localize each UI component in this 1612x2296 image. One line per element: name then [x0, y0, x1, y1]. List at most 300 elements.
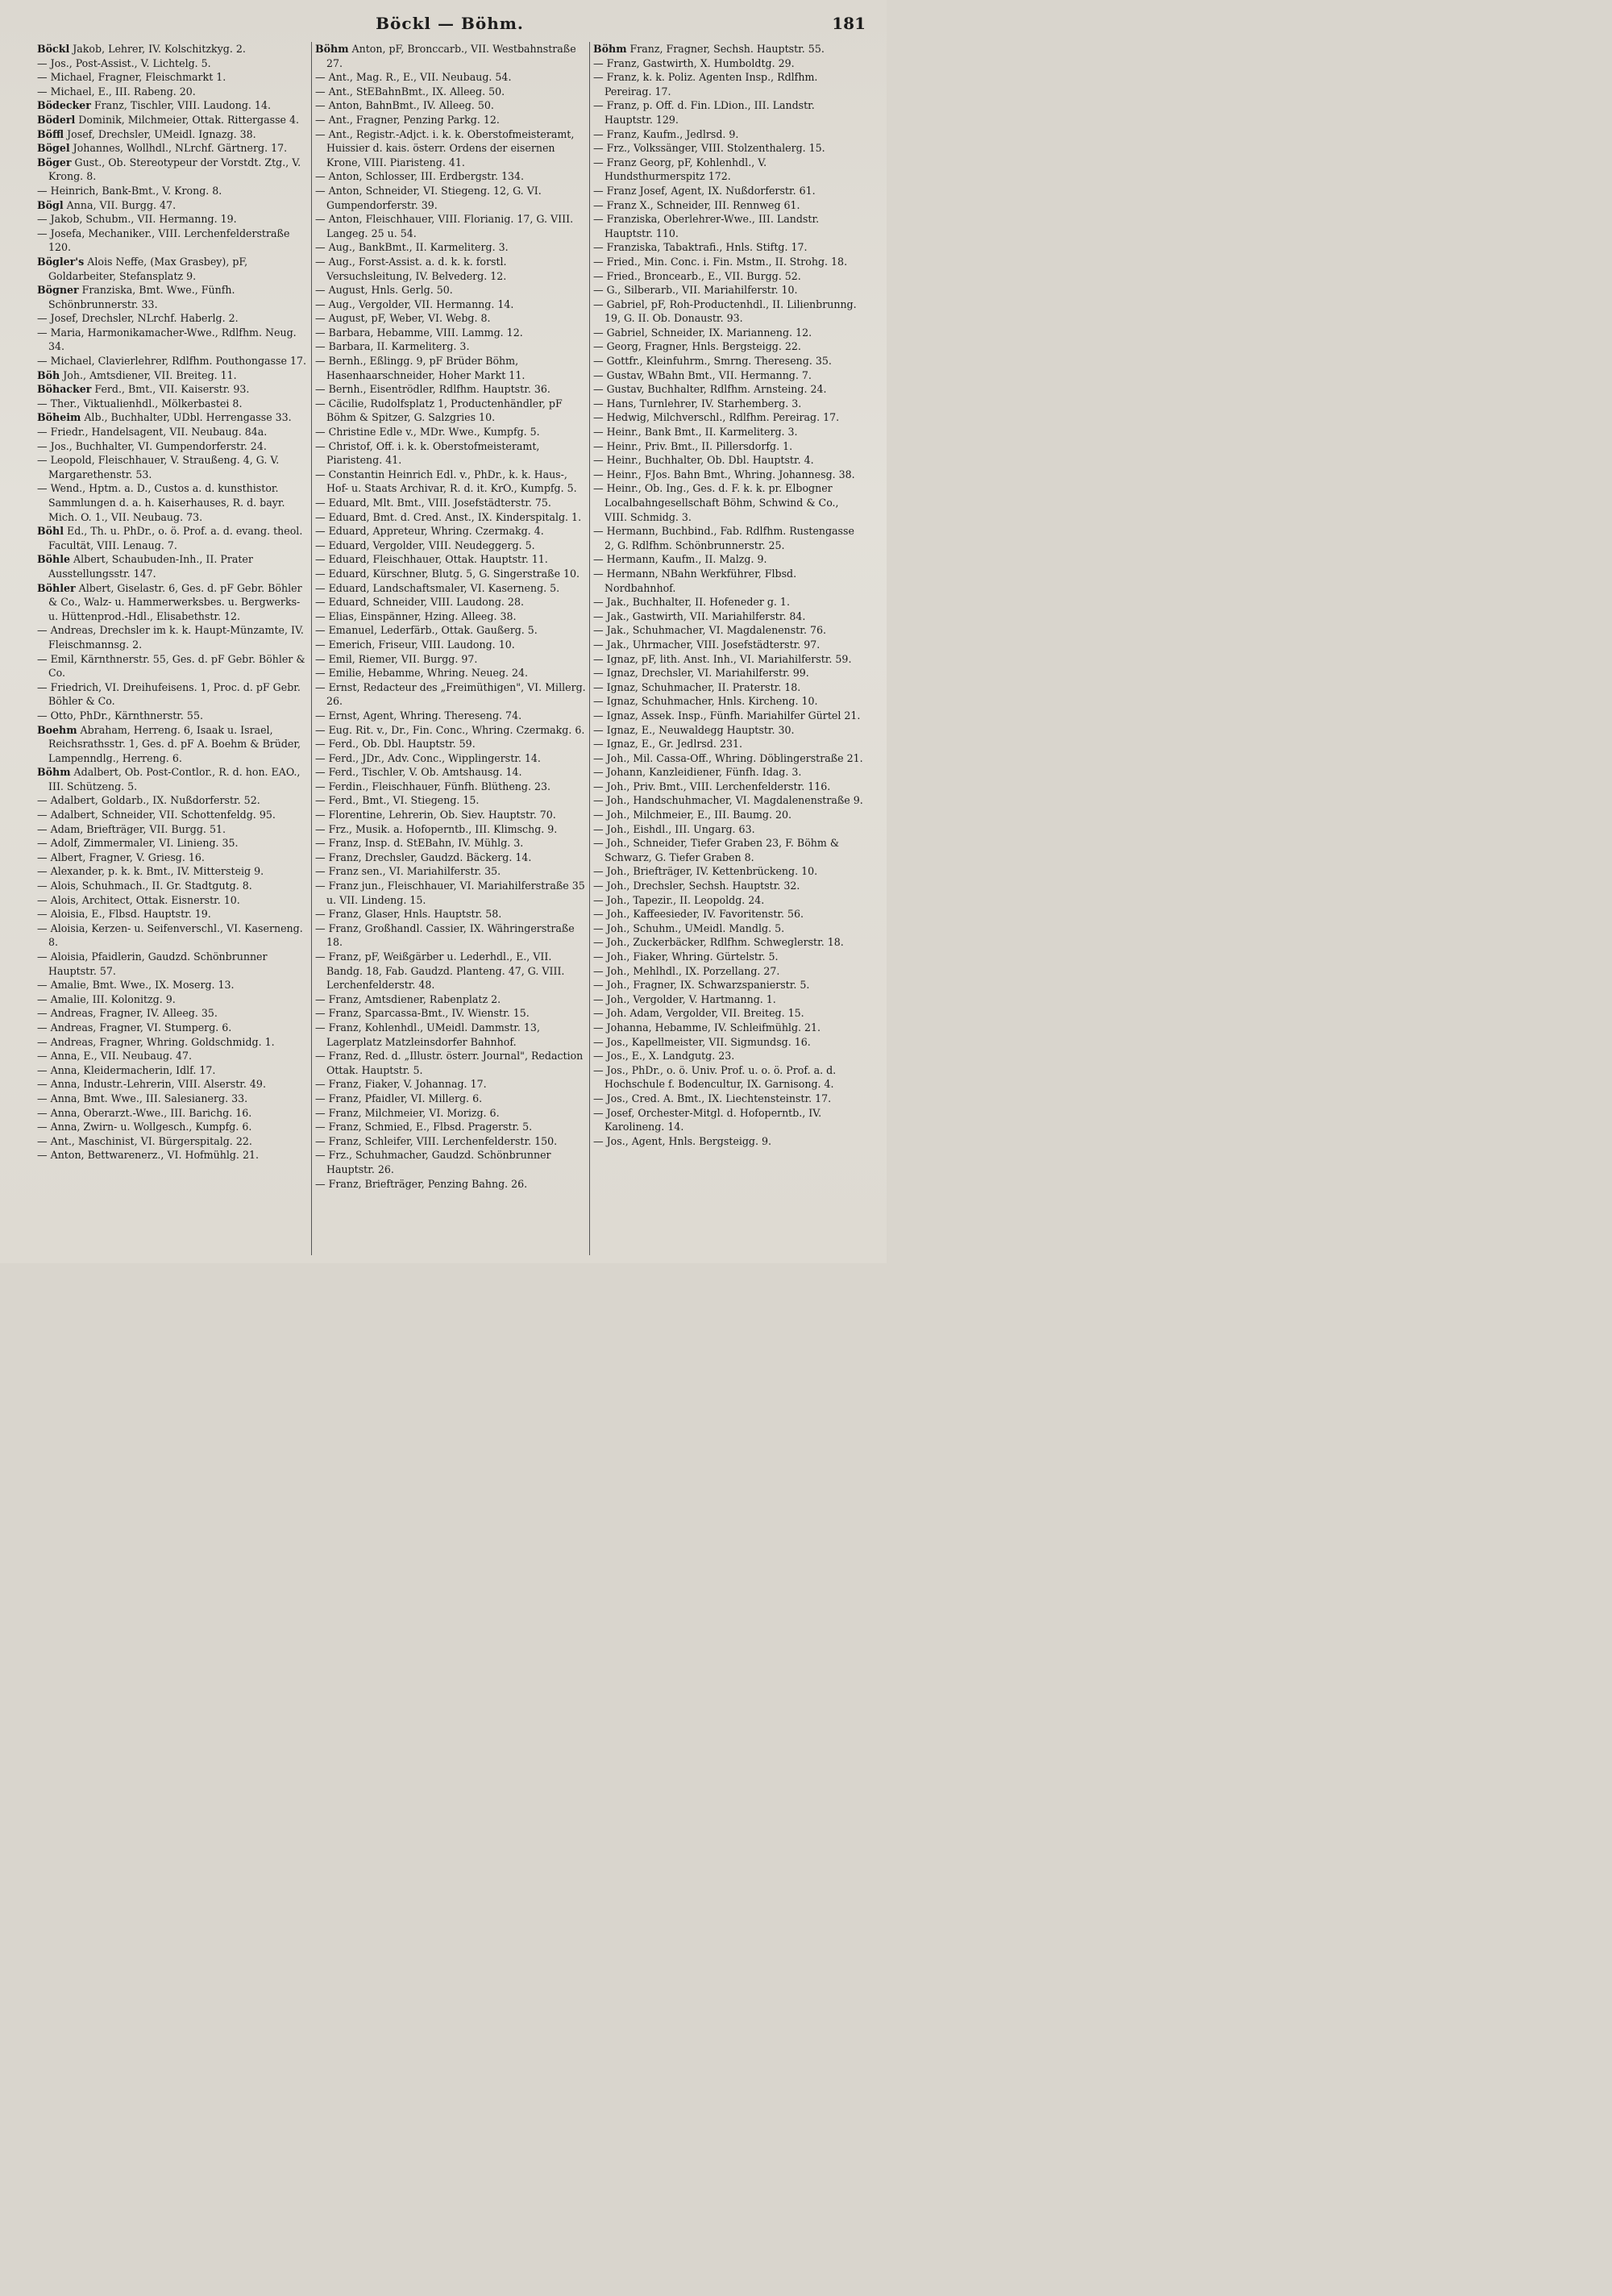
- directory-entry: [315, 1120, 586, 1134]
- directory-entry: [315, 70, 586, 85]
- entry-text: — Adalbert, Goldarb., IX. Nußdorferstr. 52.: [37, 794, 260, 807]
- directory-entry: [593, 822, 864, 837]
- entry-text: — Michael, E., III. Rabeng. 20.: [37, 85, 196, 98]
- entry-text: — Eduard, Mlt. Bmt., VIII. Josefstädterstr. 75.: [315, 497, 551, 509]
- entry-text: — Anna, Bmt. Wwe., III. Salesianerg. 33.: [37, 1092, 248, 1104]
- directory-entry: [593, 836, 864, 864]
- entry-text: — Florentine, Lehrerin, Ob. Siev. Hauptstr. 70.: [315, 809, 556, 821]
- entry-text: Alois Neffe, (Max Grasbey), pF, Goldarbeiter, Stefansplatz 9.: [48, 255, 248, 282]
- entry-text: — Franz, Schmied, E., Flbsd. Pragerstr. 5.: [315, 1121, 533, 1133]
- directory-entry: [593, 950, 864, 964]
- entry-text: — Franz Josef, Agent, IX. Nußdorferstr. 61.: [593, 184, 816, 197]
- directory-entry: [315, 609, 586, 624]
- entry-text: — Aloisia, E., Flbsd. Hauptstr. 19.: [37, 908, 211, 921]
- directory-page: [0, 0, 887, 1263]
- directory-entry: [315, 567, 586, 581]
- entry-text: — Aug., Forst-Assist. a. d. k. k. forstl. Versuchsleitung, IV. Belvederg. 12.: [315, 255, 507, 282]
- directory-entry: [37, 326, 308, 354]
- directory-entry: [315, 382, 586, 397]
- directory-entry: [593, 339, 864, 354]
- entry-text: — Franz, Kaufm., Jedlrsd. 9.: [593, 127, 739, 140]
- directory-entry: [593, 694, 864, 709]
- directory-entry: [315, 552, 586, 567]
- directory-entry: [315, 836, 586, 851]
- entry-text: — Andreas, Fragner, IV. Alleeg. 35.: [37, 1007, 218, 1020]
- entry-surname: Bögler's: [37, 255, 85, 268]
- directory-entry: [315, 255, 586, 283]
- entry-text: — Franz, Amtsdiener, Rabenplatz 2.: [315, 992, 501, 1005]
- entry-text: — Maria, Harmonikamacher-Wwe., Rdlfhm. Neug. 34.: [37, 326, 297, 353]
- directory-entry: [315, 808, 586, 822]
- entry-text: — Franz, Briefträger, Penzing Bahng. 26.: [315, 1177, 528, 1190]
- entry-text: — Emilie, Hebamme, Whring. Neueg. 24.: [315, 667, 529, 680]
- entry-surname: Böhle: [37, 553, 70, 566]
- directory-entry: [315, 1049, 586, 1077]
- entry-surname: Boehm: [37, 723, 77, 736]
- directory-entry: [593, 127, 864, 142]
- directory-entry: [37, 552, 308, 580]
- entry-text: — Heinr., Ob. Ing., Ges. d. F. k. k. pr. Elbogner Localbahngesellschaft Böhm, Schwind & Co., VIII. Schmidg. 3.: [593, 482, 839, 523]
- directory-entry: [593, 397, 864, 411]
- entry-surname: Böhacker: [37, 383, 92, 396]
- directory-entry: [593, 623, 864, 638]
- entry-text: — Franz, Fiaker, V. Johannag. 17.: [315, 1078, 487, 1091]
- directory-entry: [315, 127, 586, 170]
- entry-text: — Franz, pF, Weißgärber u. Lederhdl., E., VII. Bandg. 18, Fab. Gaudzd. Planteng. 47, G. VIII. Lerchenfelderstr. 48.: [315, 950, 565, 992]
- directory-entry: [315, 354, 586, 382]
- directory-entry: [593, 70, 864, 98]
- directory-entry: [593, 212, 864, 240]
- column-2: [311, 42, 589, 1255]
- entry-surname: Böhm: [315, 43, 349, 55]
- entry-text: — Franz, Milchmeier, VI. Morizg. 6.: [315, 1106, 500, 1119]
- entry-text: — Heinr., Bank Bmt., II. Karmeliterg. 3.: [593, 426, 798, 439]
- entry-text: — Franz, Pfaidler, VI. Millerg. 6.: [315, 1092, 483, 1104]
- directory-entry: [315, 765, 586, 780]
- entry-text: — Joh., Eishdl., III. Ungarg. 63.: [593, 822, 755, 835]
- entry-text: — Albert, Fragner, V. Griesg. 16.: [37, 851, 205, 863]
- directory-entry: [37, 439, 308, 454]
- directory-entry: [37, 893, 308, 908]
- entry-text: — Gottfr., Kleinfuhrm., Smrng. Thereseng. 35.: [593, 355, 832, 368]
- entry-text: Franz, Fragner, Sechsh. Hauptstr. 55.: [626, 43, 825, 55]
- directory-entry: [315, 879, 586, 907]
- directory-entry: [593, 780, 864, 794]
- entry-text: — Jos., E., X. Landgutg. 23.: [593, 1050, 735, 1063]
- entry-text: — Franz, Glaser, Hnls. Hauptstr. 58.: [315, 908, 502, 921]
- entry-text: — Emil, Riemer, VII. Burgg. 97.: [315, 652, 478, 665]
- entry-text: — Ant., Registr.-Adjct. i. k. k. Oberstofmeisteramt, Huissier d. kais. österr. Ordens der eisernen Krone, VIII. Piaristeng. 41.: [315, 127, 575, 168]
- entry-text: — Joh., Tapezir., II. Leopoldg. 24.: [593, 893, 765, 906]
- directory-entry: [593, 992, 864, 1007]
- directory-entry: [593, 1035, 864, 1050]
- entry-text: — Amalie, III. Kolonitzg. 9.: [37, 992, 176, 1005]
- directory-entry: [37, 907, 308, 921]
- entry-text: — Joh., Mil. Cassa-Off., Whring. Döblingerstraße 21.: [593, 751, 863, 764]
- directory-entry: [593, 184, 864, 198]
- directory-entry: [37, 1063, 308, 1078]
- directory-entry: [593, 1063, 864, 1092]
- directory-entry: [315, 595, 586, 609]
- entry-text: — Franziska, Oberlehrer-Wwe., III. Landstr. Hauptstr. 110.: [593, 213, 820, 239]
- directory-entry: [37, 652, 308, 680]
- entry-text: — Anna, Zwirn- u. Wollgesch., Kumpfg. 6.: [37, 1121, 252, 1133]
- entry-text: — Alois, Architect, Ottak. Eisnerstr. 10.: [37, 893, 240, 906]
- directory-entry: [593, 666, 864, 680]
- entry-surname: Böhl: [37, 525, 64, 538]
- directory-entry: [593, 680, 864, 695]
- entry-text: Josef, Drechsler, UMeidl. Ignazg. 38.: [64, 127, 256, 140]
- directory-entry: [37, 56, 308, 71]
- entry-text: — Ant., Maschinist, VI. Bürgerspitalg. 22.: [37, 1134, 252, 1147]
- directory-entry: [37, 481, 308, 524]
- directory-entry: [315, 1006, 586, 1021]
- directory-entry: [593, 652, 864, 667]
- entry-text: — Ignaz, E., Neuwaldegg Hauptstr. 30.: [593, 723, 795, 736]
- entry-text: — Jos., Agent, Hnls. Bergsteigg. 9.: [593, 1134, 772, 1147]
- entry-text: — Franz, p. Off. d. Fin. LDion., III. Landstr. Hauptstr. 129.: [593, 99, 815, 126]
- entry-text: — Andreas, Fragner, Whring. Goldschmidg. 1.: [37, 1035, 275, 1048]
- directory-entry: [593, 425, 864, 439]
- directory-entry: [315, 1077, 586, 1092]
- entry-text: — Eug. Rit. v., Dr., Fin. Conc., Whring. Czermakg. 6.: [315, 723, 585, 736]
- directory-entry: [593, 879, 864, 893]
- directory-entry: [37, 723, 308, 766]
- entry-text: — Joh., Fiaker, Whring. Gürtelstr. 5.: [593, 950, 779, 963]
- entry-text: — Franz, Insp. d. StEBahn, IV. Mühlg. 3.: [315, 837, 524, 850]
- entry-surname: Böckl: [37, 43, 70, 55]
- directory-entry: [315, 666, 586, 680]
- entry-text: — Fried., Broncearb., E., VII. Burgg. 52.: [593, 269, 801, 282]
- entry-text: — Anton, Fleischhauer, VIII. Florianig. 17, G. VIII. Langeg. 25 u. 54.: [315, 213, 574, 239]
- directory-entry: [593, 638, 864, 652]
- directory-entry: [37, 283, 308, 311]
- directory-entry: [315, 864, 586, 879]
- entry-text: — Aug., Vergolder, VII. Hermanng. 14.: [315, 297, 514, 310]
- entry-text: — Michael, Fragner, Fleischmarkt 1.: [37, 71, 226, 84]
- entry-text: — Eduard, Landschaftsmaler, VI. Kaserneng. 5.: [315, 581, 560, 594]
- directory-entry: [37, 1049, 308, 1063]
- entry-text: — Ignaz, E., Gr. Jedlrsd. 231.: [593, 738, 742, 751]
- directory-entry: [37, 227, 308, 255]
- directory-entry: [37, 397, 308, 411]
- directory-entry: [315, 709, 586, 723]
- entry-text: — Frz., Schuhmacher, Gaudzd. Schönbrunner Hauptstr. 26.: [315, 1149, 551, 1175]
- page-number: 181: [832, 14, 866, 33]
- directory-entry: [37, 453, 308, 481]
- directory-entry: [315, 524, 586, 539]
- directory-entry: [315, 339, 586, 354]
- entry-text: — Alois, Schuhmach., II. Gr. Stadtgutg. 8.: [37, 880, 252, 892]
- column-1: [34, 42, 311, 1255]
- entry-text: — Bernh., Eßlingg. 9, pF Brüder Böhm, Hasenhaarschneider, Hoher Markt 11.: [315, 355, 526, 381]
- directory-entry: [37, 680, 308, 709]
- directory-entry: [37, 978, 308, 992]
- directory-entry: [593, 141, 864, 156]
- directory-entry: [315, 283, 586, 297]
- entry-text: — Elias, Einspänner, Hzing. Alleeg. 38.: [315, 609, 517, 622]
- directory-entry: [315, 793, 586, 808]
- entry-surname: Böhler: [37, 581, 76, 594]
- entry-text: — August, pF, Weber, VI. Webg. 8.: [315, 312, 491, 325]
- directory-entry: [37, 212, 308, 227]
- directory-entry: [593, 1106, 864, 1134]
- entry-text: — Joh., Priv. Bmt., VIII. Lerchenfelderstr. 116.: [593, 780, 831, 792]
- entry-text: Albert, Giselastr. 6, Ges. d. pF Gebr. Böhler & Co., Walz- u. Hammerwerksbes. u. Bergwerks- u. Hüttenprod.-Hdl., Elisabethstr. 12.: [48, 581, 302, 622]
- entry-text: — Friedr., Handelsagent, VII. Neubaug. 84a.: [37, 426, 268, 439]
- entry-text: — Franz, Sparcassa-Bmt., IV. Wienstr. 15.: [315, 1007, 530, 1020]
- directory-entry: [593, 269, 864, 284]
- entry-text: — Franz, Kohlenhdl., UMeidl. Dammstr. 13, Lagerplatz Matzleinsdorfer Bahnhof.: [315, 1021, 540, 1048]
- page-title: Böckl — Böhm.: [376, 14, 524, 33]
- directory-entry: [593, 453, 864, 468]
- entry-text: — Adalbert, Schneider, VII. Schottenfeldg. 95.: [37, 809, 276, 821]
- entry-text: — Andreas, Fragner, VI. Stumperg. 6.: [37, 1021, 232, 1034]
- directory-entry: [37, 1106, 308, 1121]
- entry-surname: Böhm: [37, 766, 71, 779]
- entry-text: Dominik, Milchmeier, Ottak. Rittergasse 4.: [75, 113, 300, 126]
- entry-surname: Böheim: [37, 411, 81, 424]
- directory-entry: [593, 240, 864, 255]
- entry-text: — Ferd., Bmt., VI. Stiegeng. 15.: [315, 794, 480, 807]
- entry-text: — Heinr., Buchhalter, Ob. Dbl. Hauptstr. 4.: [593, 454, 814, 467]
- directory-entry: [315, 240, 586, 255]
- directory-entry: [37, 184, 308, 198]
- entry-text: Anton, pF, Bronccarb., VII. Westbahnstraße 27.: [326, 43, 576, 69]
- entry-text: — Hermann, Buchbind., Fab. Rdlfhm. Rustengasse 2, G. Rdlfhm. Schönbrunnerstr. 25.: [593, 525, 854, 551]
- directory-entry: [593, 368, 864, 383]
- entry-text: — Ant., Fragner, Penzing Parkg. 12.: [315, 113, 500, 126]
- entry-text: — Joh., Zuckerbäcker, Rdlfhm. Schweglerstr. 18.: [593, 936, 844, 949]
- entry-text: — Emerich, Friseur, VIII. Laudong. 10.: [315, 638, 515, 651]
- entry-text: — Constantin Heinrich Edl. v., PhDr., k. k. Haus-, Hof- u. Staats Archivar, R. d. it. KrO., Kumpfg. 5.: [315, 468, 577, 495]
- entry-text: — Anton, BahnBmt., IV. Alleeg. 50.: [315, 99, 494, 112]
- directory-entry: [593, 709, 864, 723]
- entry-text: — Ferdin., Fleischhauer, Fünfh. Blütheng. 23.: [315, 780, 550, 792]
- directory-entry: [37, 1120, 308, 1134]
- entry-text: — Joh., Briefträger, IV. Kettenbrückeng. 10.: [593, 865, 818, 878]
- directory-entry: [37, 851, 308, 865]
- entry-text: — Cäcilie, Rudolfsplatz 1, Productenhändler, pF Böhm & Spitzer, G. Salzgries 10.: [315, 397, 563, 424]
- entry-text: — Andreas, Drechsler im k. k. Haupt-Münzamte, IV. Fleischmannsg. 2.: [37, 624, 304, 651]
- entry-text: — Emanuel, Lederfärb., Ottak. Gaußerg. 5.: [315, 624, 538, 637]
- entry-text: — Anton, Schlosser, III. Erdbergstr. 134.: [315, 170, 524, 183]
- entry-text: — Jak., Gastwirth, VII. Mariahilferstr. 84.: [593, 609, 806, 622]
- directory-entry: [315, 98, 586, 113]
- directory-entry: [593, 567, 864, 595]
- entry-text: — Joh., Kaffeesieder, IV. Favoritenstr. 56.: [593, 908, 804, 921]
- directory-entry: [315, 42, 586, 70]
- entry-text: — Jak., Schuhmacher, VI. Magdalenenstr. 76.: [593, 624, 826, 637]
- page-header: [34, 11, 866, 35]
- entry-text: — Ferd., JDr., Adv. Conc., Wipplingerstr. 14.: [315, 751, 541, 764]
- entry-text: Gust., Ob. Stereotypeur der Vorstdt. Ztg., V. Krong. 8.: [48, 156, 301, 183]
- directory-entry: [315, 468, 586, 496]
- entry-text: Jakob, Lehrer, IV. Kolschitzkyg. 2.: [69, 43, 246, 55]
- directory-entry: [593, 481, 864, 524]
- directory-entry: [37, 425, 308, 439]
- entry-text: — Eduard, Appreteur, Whring. Czermakg. 4.: [315, 525, 544, 538]
- entry-text: — Ferd., Tischler, V. Ob. Amtshausg. 14.: [315, 766, 522, 779]
- directory-entry: [315, 652, 586, 667]
- directory-entry: [37, 808, 308, 822]
- entry-text: — G., Silberarb., VII. Mariahilferstr. 10.: [593, 284, 798, 297]
- directory-entry: [593, 864, 864, 879]
- directory-entry: [37, 921, 308, 950]
- directory-entry: [37, 255, 308, 283]
- entry-surname: Bögel: [37, 142, 70, 155]
- entry-text: — Adam, Briefträger, VII. Burgg. 51.: [37, 822, 226, 835]
- entry-text: — Josef, Orchester-Mitgl. d. Hofoperntb., IV. Karolineng. 14.: [593, 1106, 822, 1133]
- directory-entry: [593, 382, 864, 397]
- directory-entry: [37, 85, 308, 99]
- directory-entry: [315, 1134, 586, 1149]
- entry-text: — Ignaz, pF, lith. Anst. Inh., VI. Mariahilferstr. 59.: [593, 652, 852, 665]
- entry-text: — Fried., Min. Conc. i. Fin. Mstm., II. Strohg. 18.: [593, 255, 848, 268]
- entry-text: — Anna, Industr.-Lehrerin, VIII. Alserstr. 49.: [37, 1078, 266, 1091]
- directory-entry: [593, 42, 864, 56]
- directory-entry: [315, 496, 586, 510]
- directory-entry: [593, 737, 864, 751]
- entry-surname: Böger: [37, 156, 72, 168]
- directory-entry: [593, 1092, 864, 1106]
- directory-entry: [37, 950, 308, 978]
- entry-text: — Jos., Buchhalter, VI. Gumpendorferstr. 24.: [37, 439, 267, 452]
- entry-text: — Joh., Handschuhmacher, VI. Magdalenenstraße 9.: [593, 794, 863, 807]
- entry-text: — Jos., Post-Assist., V. Lichtelg. 5.: [37, 56, 211, 69]
- entry-text: — Heinrich, Bank-Bmt., V. Krong. 8.: [37, 184, 222, 197]
- entry-text: — Anna, E., VII. Neubaug. 47.: [37, 1050, 193, 1063]
- directory-entry: [37, 1092, 308, 1106]
- directory-entry: [593, 255, 864, 269]
- entry-text: — Josefa, Mechaniker., VIII. Lerchenfelderstraße 120.: [37, 227, 290, 254]
- entry-text: — Franz X., Schneider, III. Rennweg 61.: [593, 198, 800, 211]
- entry-text: — Eduard, Kürschner, Blutg. 5, G. Singerstraße 10.: [315, 567, 580, 580]
- directory-entry: [315, 169, 586, 184]
- directory-entry: [315, 1106, 586, 1121]
- directory-entry: [315, 680, 586, 709]
- directory-entry: [37, 864, 308, 879]
- entry-text: — Franz, Schleifer, VIII. Lerchenfelderstr. 150.: [315, 1134, 558, 1147]
- directory-entry: [315, 439, 586, 468]
- entry-text: — Anton, Schneider, VI. Stiegeng. 12, G. VI. Gumpendorferstr. 39.: [315, 184, 542, 211]
- entry-text: — Jak., Buchhalter, II. Hofeneder g. 1.: [593, 596, 790, 609]
- directory-entry: [315, 921, 586, 950]
- directory-entry: [593, 595, 864, 609]
- entry-text: Joh., Amtsdiener, VII. Breiteg. 11.: [60, 368, 237, 381]
- entry-text: — Gustav, Buchhalter, Rdlfhm. Arnsteing. 24.: [593, 383, 827, 396]
- directory-entry: [37, 368, 308, 383]
- entry-text: — Joh., Schuhm., UMeidl. Mandlg. 5.: [593, 921, 785, 934]
- directory-entry: [593, 964, 864, 979]
- entry-surname: Böh: [37, 368, 60, 381]
- directory-entry: [37, 1077, 308, 1092]
- entry-text: — Gabriel, Schneider, IX. Marianneng. 12.: [593, 326, 812, 339]
- directory-entry: [593, 198, 864, 213]
- entry-text: Johannes, Wollhdl., NLrchf. Gärtnerg. 17.: [69, 142, 288, 155]
- entry-text: — Eduard, Bmt. d. Cred. Anst., IX. Kinderspitalg. 1.: [315, 510, 582, 523]
- directory-entry: [37, 156, 308, 184]
- directory-entry: [593, 552, 864, 567]
- entry-text: — Barbara, Hebamme, VIII. Lammg. 12.: [315, 326, 523, 339]
- directory-entry: [315, 1148, 586, 1176]
- directory-entry: [315, 85, 586, 99]
- entry-surname: Bögner: [37, 284, 79, 297]
- directory-entry: [593, 1021, 864, 1035]
- directory-entry: [593, 893, 864, 908]
- entry-text: — Anton, Bettwarenerz., VI. Hofmühlg. 21.: [37, 1149, 259, 1162]
- entry-text: — Hedwig, Milchverschl., Rdlfhm. Pereirag. 17.: [593, 411, 840, 424]
- entry-text: — Ernst, Redacteur des „Freimüthigen", VI. Millerg. 26.: [315, 680, 586, 708]
- directory-entry: [315, 581, 586, 596]
- entry-text: Alb., Buchhalter, UDbl. Herrengasse 33.: [81, 411, 292, 424]
- directory-entry: [37, 410, 308, 425]
- directory-entry: [593, 935, 864, 950]
- directory-entry: [37, 1021, 308, 1035]
- entry-text: — Ignaz, Drechsler, VI. Mariahilferstr. 99.: [593, 667, 809, 680]
- column-3: [589, 42, 867, 1255]
- entry-text: Ferd., Bmt., VII. Kaiserstr. 93.: [91, 383, 250, 396]
- directory-entry: [593, 808, 864, 822]
- entry-text: — Franz, k. k. Poliz. Agenten Insp., Rdlfhm. Pereirag. 17.: [593, 71, 818, 98]
- entry-text: — Georg, Fragner, Hnls. Bergsteigg. 22.: [593, 340, 801, 353]
- directory-entry: [593, 1134, 864, 1149]
- directory-entry: [315, 297, 586, 312]
- entry-text: Anna, VII. Burgg. 47.: [63, 198, 177, 211]
- entry-text: — Franz, Red. d. „Illustr. österr. Journal", Redaction Ottak. Hauptstr. 5.: [315, 1050, 584, 1076]
- directory-entry: [593, 98, 864, 127]
- entry-text: — Franz Georg, pF, Kohlenhdl., V. Hundsthurmerspitz 172.: [593, 156, 767, 183]
- directory-entry: [37, 623, 308, 651]
- entry-text: — Adolf, Zimmermaler, VI. Linieng. 35.: [37, 837, 239, 850]
- directory-entry: [593, 1049, 864, 1063]
- entry-surname: Böderl: [37, 113, 76, 126]
- directory-entry: [315, 1021, 586, 1049]
- entry-text: — Ferd., Ob. Dbl. Hauptstr. 59.: [315, 738, 476, 751]
- directory-entry: [37, 70, 308, 85]
- entry-text: — Ther., Viktualienhdl., Mölkerbastei 8.: [37, 397, 243, 410]
- entry-text: — Friedrich, VI. Dreihufeisens. 1, Proc. d. pF Gebr. Böhler & Co.: [37, 680, 301, 708]
- entry-text: — Hermann, Kaufm., II. Malzg. 9.: [593, 553, 767, 566]
- entry-text: Albert, Schaubuden-Inh., II. Prater Ausstellungsstr. 147.: [48, 553, 253, 580]
- entry-text: — Christine Edle v., MDr. Wwe., Kumpfg. 5.: [315, 426, 540, 439]
- entry-text: — Joh., Drechsler, Sechsh. Hauptstr. 32.: [593, 880, 800, 892]
- directory-entry: [37, 127, 308, 142]
- entry-text: — Heinr., Priv. Bmt., II. Pillersdorfg. 1.: [593, 439, 793, 452]
- entry-text: Franziska, Bmt. Wwe., Fünfh. Schönbrunnerstr. 33.: [48, 284, 235, 310]
- entry-text: — Ignaz, Schuhmacher, II. Praterstr. 18.: [593, 680, 801, 693]
- entry-text: — Wend., Hptm. a. D., Custos a. d. kunsthistor. Sammlungen d. a. h. Kaiserhauses, R. d. bayr. Mich. O. 1., VII. Neubaug. 73.: [37, 482, 285, 523]
- directory-entry: [37, 1035, 308, 1050]
- directory-entry: [315, 113, 586, 127]
- directory-entry: [315, 510, 586, 525]
- directory-entry: [37, 1148, 308, 1163]
- directory-entry: [593, 297, 864, 326]
- directory-entry: [315, 311, 586, 326]
- entry-text: — Emil, Kärnthnerstr. 55, Ges. d. pF Gebr. Böhler & Co.: [37, 652, 305, 680]
- entry-text: — Franz, Großhandl. Cassier, IX. Währingerstraße 18.: [315, 921, 575, 949]
- directory-entry: [37, 42, 308, 56]
- entry-text: — Franz, Drechsler, Gaudzd. Bäckerg. 14.: [315, 851, 532, 863]
- directory-entry: [37, 141, 308, 156]
- entry-text: — Ernst, Agent, Whring. Thereseng. 74.: [315, 709, 522, 722]
- directory-entry: [37, 382, 308, 397]
- entry-surname: Bögl: [37, 198, 64, 211]
- directory-entry: [315, 992, 586, 1007]
- entry-text: — Franz sen., VI. Mariahilferstr. 35.: [315, 865, 501, 878]
- entry-text: — Josef, Drechsler, NLrchf. Haberlg. 2.: [37, 312, 239, 325]
- entry-text: — Anna, Kleidermacherin, Idlf. 17.: [37, 1063, 216, 1076]
